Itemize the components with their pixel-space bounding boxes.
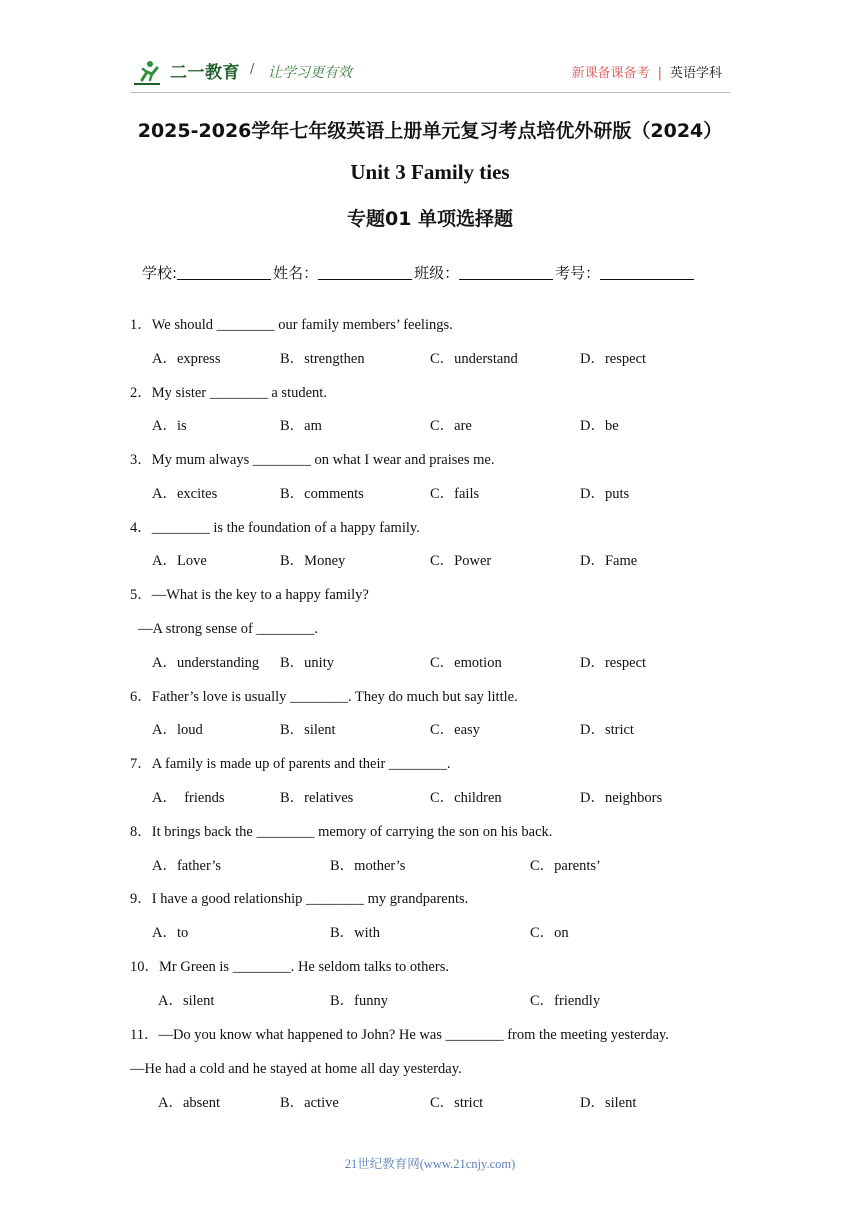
question-stem: 11．—Do you know what happened to John? He was ________ from the meeting yesterday. (130, 1027, 669, 1043)
option: C．Power (430, 553, 492, 569)
option: A．excites (152, 486, 218, 502)
option: A．silent (158, 993, 215, 1009)
option: A．understanding (152, 655, 260, 671)
option: B．comments (280, 486, 364, 502)
option: A． friends (152, 790, 225, 806)
option: D．silent (580, 1095, 637, 1111)
option: C．are (430, 418, 472, 434)
footer-link[interactable]: 21世纪教育网(www.21cnjy.com) (344, 1157, 516, 1171)
header-divider: | (657, 66, 662, 81)
option: A．is (152, 418, 187, 434)
option: A．to (152, 925, 189, 941)
question-stem: 7．A family is made up of parents and their ________. (130, 756, 451, 772)
option: A．father’s (152, 858, 221, 874)
question-stem: 6．Father’s love is usually ________. They do much but say little. (130, 689, 518, 705)
option: C．parents’ (530, 858, 601, 874)
class-label: 班级： (414, 264, 460, 282)
slogan-separator: / (250, 62, 255, 77)
option: D．respect (580, 351, 647, 367)
option: A．absent (158, 1095, 221, 1111)
page-title: 2025-2026学年七年级英语上册单元复习考点培优外研版（2024） (137, 120, 723, 142)
school-field[interactable] (177, 265, 271, 280)
option: A．Love (152, 553, 207, 569)
logo-text: 二一教育 (170, 63, 240, 82)
name-label: 姓名： (273, 264, 319, 282)
student-info-row (142, 262, 696, 283)
page-header (130, 52, 730, 92)
question-stem: 3．My mum always ________ on what I wear and praises me. (130, 452, 495, 468)
option: D．neighbors (580, 790, 663, 806)
slogan: 让学习更有效 (268, 65, 352, 81)
option: D．puts (580, 486, 630, 502)
question-stem: 2．My sister ________ a student. (130, 385, 327, 401)
question-stem: 5．—What is the key to a happy family? (130, 587, 369, 603)
option: A．express (152, 351, 221, 367)
option: D．be (580, 418, 619, 434)
option: C．friendly (530, 993, 601, 1009)
header-tag-course: 新课备课备考 (571, 66, 650, 81)
option: C．children (430, 790, 502, 806)
school-label: 学校: (142, 264, 178, 282)
option: B．Money (280, 553, 346, 569)
name-field[interactable] (318, 265, 412, 280)
question-stem: 8．It brings back the ________ memory of carrying the son on his back. (130, 824, 553, 840)
option: B．strengthen (280, 351, 365, 367)
question-stem-reply: —A strong sense of ________. (138, 621, 319, 637)
option: C．fails (430, 486, 480, 502)
option: C．on (530, 925, 569, 941)
option: C．strict (430, 1095, 484, 1111)
unit-title: Unit 3 Family ties (350, 160, 510, 184)
option: D．respect (580, 655, 647, 671)
header-tag-subject: 英语学科 (669, 66, 722, 81)
question-stem-reply: —He had a cold and he stayed at home all day yesterday. (130, 1061, 462, 1077)
option: C．emotion (430, 655, 502, 671)
option: D．strict (580, 722, 634, 738)
number-field[interactable] (600, 265, 694, 280)
option: B．relatives (280, 790, 354, 806)
option: B．unity (280, 655, 334, 671)
option: B．mother’s (330, 858, 406, 874)
header-right (572, 62, 722, 81)
option: C．easy (430, 722, 480, 738)
option: B．am (280, 418, 322, 434)
option: B．silent (280, 722, 336, 738)
option: A．loud (152, 722, 203, 738)
topic-title: 专题01 单项选择题 (346, 208, 514, 230)
option: C．understand (430, 351, 518, 367)
class-field[interactable] (459, 265, 553, 280)
header-rule (130, 92, 730, 93)
number-label: 考号： (555, 264, 601, 282)
option: D．Fame (580, 553, 638, 569)
option: B．with (330, 925, 380, 941)
question-stem: 10．Mr Green is ________. He seldom talks to others. (130, 959, 449, 975)
option: B．active (280, 1095, 339, 1111)
question-stem: 4．________ is the foundation of a happy family. (130, 520, 420, 536)
question-stem: 9．I have a good relationship ________ my grandparents. (130, 891, 469, 907)
question-stem: 1．We should ________ our family members’ feelings. (130, 317, 453, 333)
option: B．funny (330, 993, 388, 1009)
